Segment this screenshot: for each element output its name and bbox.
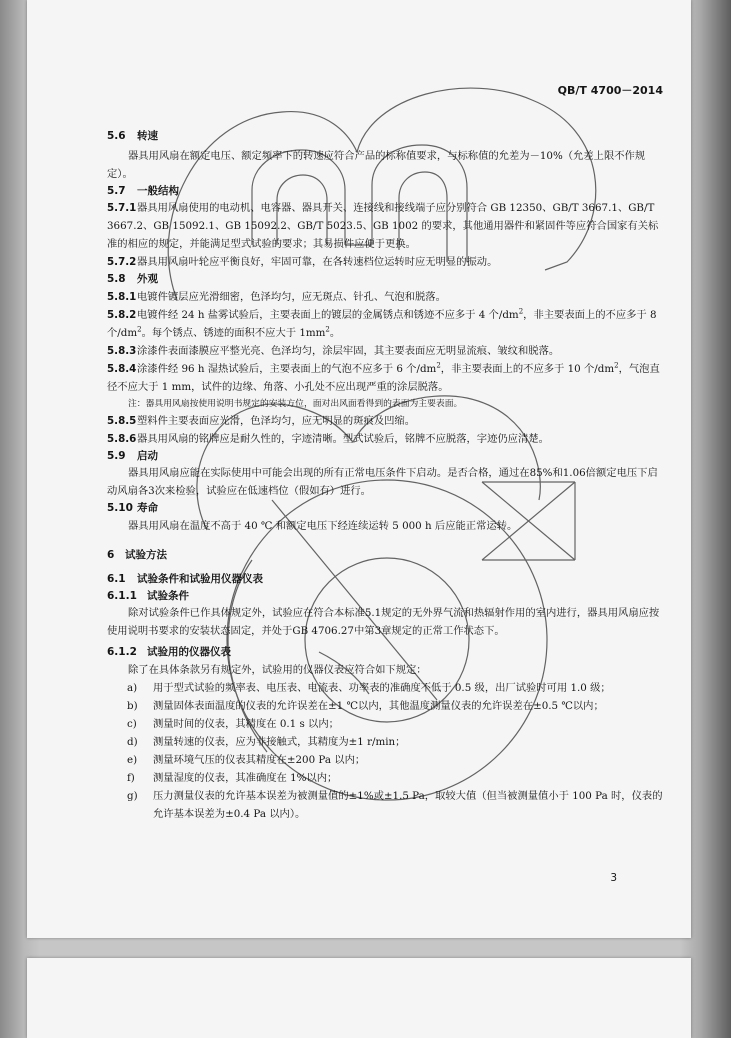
paragraph-5-8-6: 5.8.6器具用风扇的铭牌应是耐久性的，字迹清晰。型式试验后，铭牌不应脱落，字迹仍应清楚。 bbox=[107, 432, 549, 445]
standard-number: QB/T 4700－2014 bbox=[557, 84, 663, 97]
list-item: e) 测量环境气压的仪表其精度在±200 Pa 以内； bbox=[127, 753, 366, 766]
list-item: a) 用于型式试验的频率表、电压表、电流表、功率表的准确度不低于 0.5 级，出厂试验时可用 1.0 级； bbox=[127, 681, 611, 694]
heading-5-6: 5.6 转速 bbox=[107, 130, 158, 142]
heading-5-9: 5.9 启动 bbox=[107, 449, 158, 462]
heading-6-1-1: 6.1.1 试验条件 bbox=[107, 589, 189, 602]
instrument-requirements-list bbox=[107, 679, 663, 823]
heading-5-7: 5.7 一般结构 bbox=[107, 184, 179, 197]
list-item: f) 测量湿度的仪表，其准确度在 1%以内； bbox=[127, 771, 338, 784]
paragraph-5-7-2: 5.7.2器具用风扇叶轮应平衡良好，牢固可靠，在各转速档位运转时应无明显的振动。 bbox=[107, 256, 498, 268]
heading-5-10: 5.10 寿命 bbox=[107, 502, 158, 514]
list-item: c) 测量时间的仪表，其精度在 0.1 s 以内； bbox=[127, 717, 339, 730]
note-5-8: 注：器具用风扇按使用说明书规定的安装方位，面对出风面看得到的表面为主要表面。 bbox=[128, 398, 463, 409]
next-page-edge bbox=[27, 958, 691, 1038]
list-item: b) 测量固体表面温度的仪表的允许误差在±1 ℃以内，其他温度测量仪表的允许误差在±0.5 ℃以内； bbox=[127, 699, 604, 712]
paragraph-5-8-4: 5.8.4涂漆件经 96 h 湿热试验后，主要表面上的气泡不应多于 6 个$/dm^2$，非主要表面上的不应多于 10 个$/dm^2$，气泡直径不应大于 1 mm，试件的边缘、角落、小孔处不应出现严重的涂层脱落。 bbox=[107, 361, 660, 393]
paragraph-5-9: 器具用风扇应能在实际使用中可能会出现的所有正常电压条件下启动。是否合格，通过在85%和1.06倍额定电压下启动风扇各3次来检验，试验应在低速档位（假如有）进行。 bbox=[107, 467, 658, 497]
paragraph-5-8-2: 5.8.2电镀件经 24 h 盐雾试验后，主要表面上的镀层的金属锈点和锈迹不应多于 4 个$/dm^2$，非主要表面上的不应多于 8 个$/dm^2$。每个锈点、锈迹的面积不应大于 $1mm^2$。 bbox=[107, 307, 657, 339]
heading-6: 6 试验方法 bbox=[107, 548, 167, 561]
page-number: 3 bbox=[610, 872, 617, 884]
heading-6-1-2: 6.1.2 试验用的仪器仪表 bbox=[107, 646, 231, 658]
document-page bbox=[27, 0, 691, 938]
document-body bbox=[107, 122, 663, 823]
heading-6-1: 6.1 试验条件和试验用仪器仪表 bbox=[107, 573, 263, 585]
paragraph-5-10: 器具用风扇在温度不高于 40 ℃ 和额定电压下经连续运转 5 000 h 后应能正常运转。 bbox=[128, 519, 518, 532]
paragraph-5-8-3: 5.8.3涂漆件表面漆膜应平整光亮、色泽均匀，涂层牢固，其主要表面应无明显流痕、皱纹和脱落。 bbox=[107, 344, 560, 357]
heading-5-8: 5.8 外观 bbox=[107, 273, 158, 285]
paragraph-5-7-1: 5.7.1器具用风扇使用的电动机、电容器、器具开关、连接线和接线端子应分别符合 GB 12350、GB/T 3667.1、GB/T 3667.2、GB 15092.1、GB 15092.2、GB/T 5023.5、GB 1002 的要求，其他通用器件和紧固件等应符合国家有关标准的相应的规定，并能满足型式试验的要求；其易损件应便于更换。 bbox=[107, 202, 659, 250]
paragraph-6-1-1: 除对试验条件已作具体规定外，试验应在符合本标准5.1规定的无外界气流和热辐射作用的室内进行，器具用风扇应按使用说明书要求的安装状态固定，并处于GB 4706.27中第3章规定的正常工作状态下。 bbox=[107, 607, 660, 637]
paragraph-5-8-1: 5.8.1电镀件镀层应光滑细密，色泽均匀，应无斑点、针孔、气泡和脱落。 bbox=[107, 290, 446, 303]
list-item: g) 压力测量仪表的允许基本误差为被测量值的±1%或±1.5 Pa，取较大值（但当被测量值小于 100 Pa 时，仪表的允许基本误差为±0.4 Pa 以内）。 bbox=[127, 789, 663, 820]
paragraph-5-6: 器具用风扇在额定电压、额定频率下的转速应符合产品的标称值要求，与标称值的允差为－10%（允差上限不作规定）。 bbox=[107, 149, 646, 180]
paragraph-6-1-2-intro: 除了在具体条款另有规定外，试验用的仪器仪表应符合如下规定： bbox=[128, 663, 427, 676]
list-item: d) 测量转速的仪表，应为非接触式，其精度为±1 r/min； bbox=[127, 735, 406, 748]
paragraph-5-8-5: 5.8.5塑料件主要表面应光滑，色泽均匀，应无明显的斑痕及凹缩。 bbox=[107, 414, 416, 427]
